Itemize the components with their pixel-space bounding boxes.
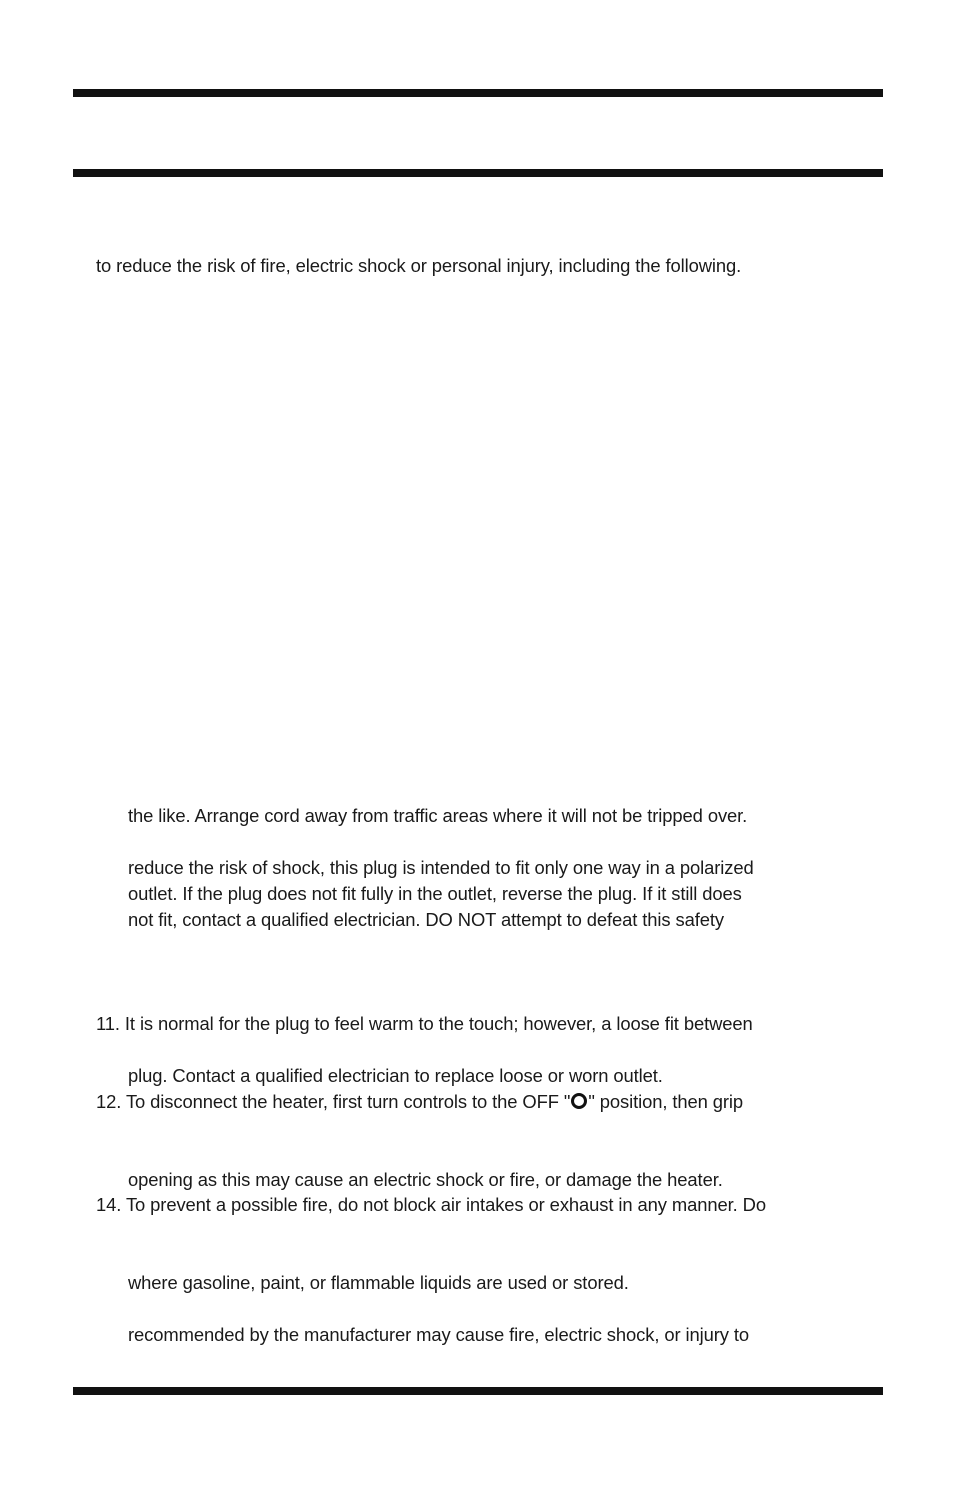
item-11-continuation: plug. Contact a qualified electrician to replace loose or worn outlet.: [128, 1065, 663, 1086]
polarized-line-2: outlet. If the plug does not fit fully in the outlet, reverse the plug. If it still does: [128, 883, 742, 904]
bottom-rule: [73, 1387, 883, 1395]
header-rule: [73, 169, 883, 177]
item-12-line: [96, 1091, 743, 1113]
intro-line: to reduce the risk of fire, electric shock or personal injury, including the following.: [96, 255, 742, 276]
opening-line: opening as this may cause an electric shock or fire, or damage the heater.: [128, 1169, 723, 1190]
top-rule: [73, 89, 883, 97]
polarized-line-3: not fit, contact a qualified electrician. DO NOT attempt to defeat this safety: [128, 909, 724, 930]
polarized-line-1: reduce the risk of shock, this plug is intended to fit only one way in a polarized: [128, 857, 754, 878]
cord-traffic-line: the like. Arrange cord away from traffic areas where it will not be tripped over.: [128, 805, 748, 826]
manufacturer-line: recommended by the manufacturer may cause fire, electric shock, or injury to: [128, 1324, 750, 1345]
item-12-text-before: 12. To disconnect the heater, first turn controls to the OFF ": [96, 1091, 571, 1112]
item-12-text-after: " position, then grip: [588, 1091, 744, 1112]
item-11-line: 11. It is normal for the plug to feel warm to the touch; however, a loose fit between: [96, 1013, 753, 1034]
item-14-line: 14. To prevent a possible fire, do not block air intakes or exhaust in any manner. Do: [96, 1194, 766, 1215]
off-position-circle-icon: [571, 1093, 587, 1109]
gasoline-line: where gasoline, paint, or flammable liquids are used or stored.: [128, 1272, 629, 1293]
